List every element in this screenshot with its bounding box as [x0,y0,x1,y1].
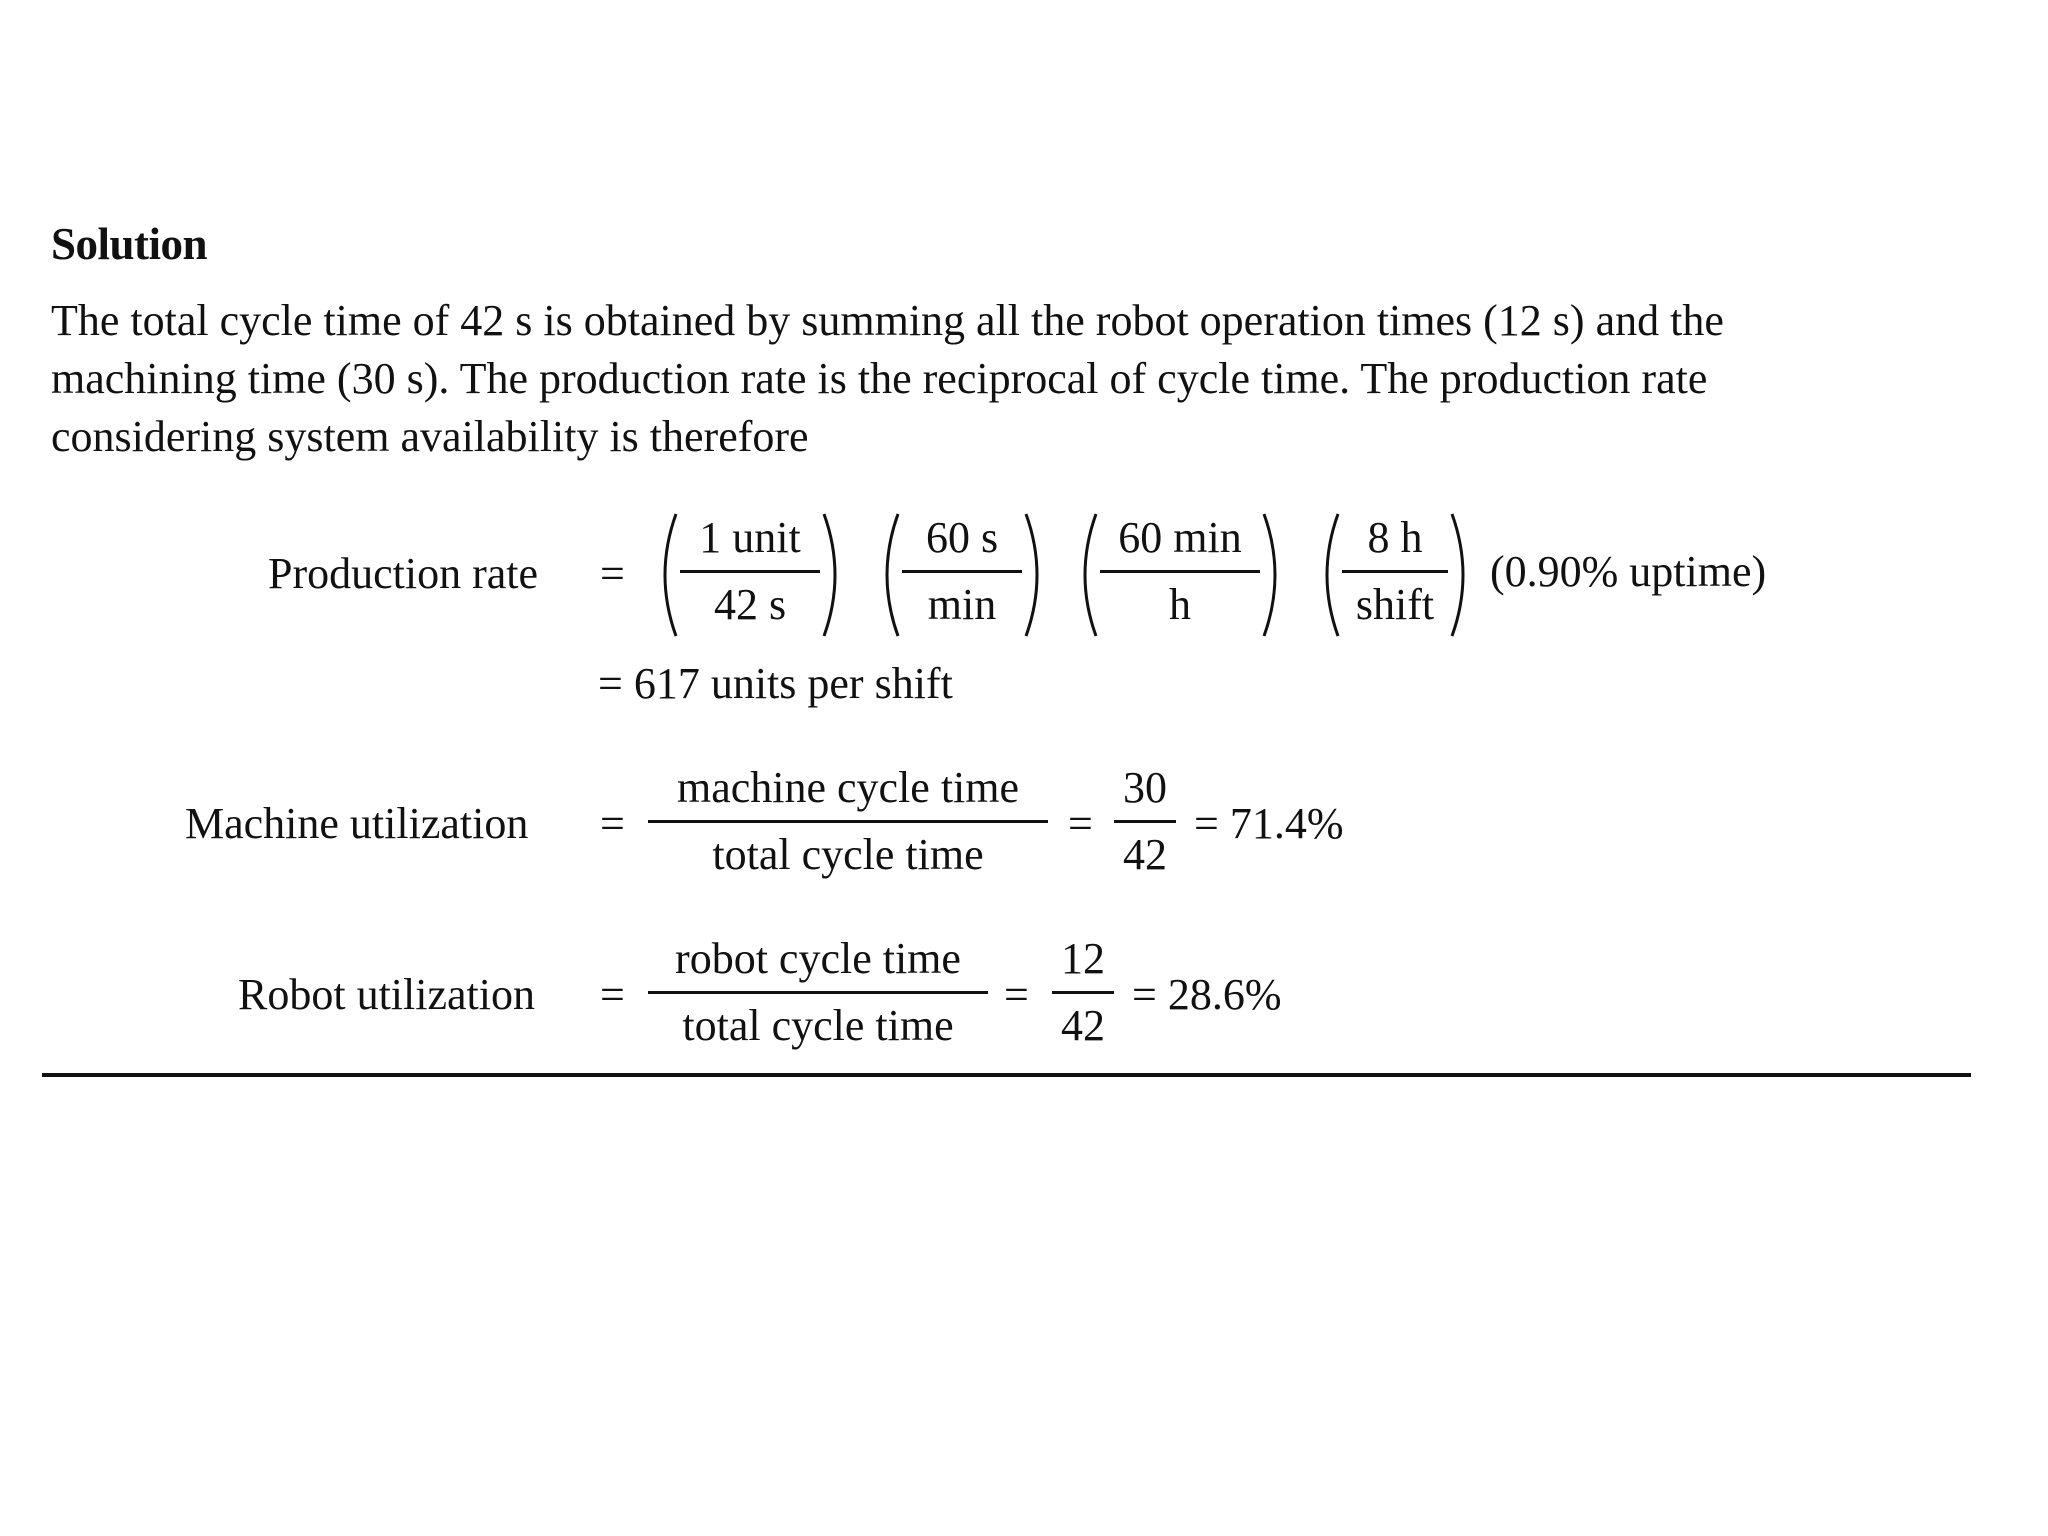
robot-utilization-equals: = [600,970,625,1019]
uptime-note: (0.90% uptime) [1490,547,1767,596]
factor-3-fraction [1100,512,1260,631]
production-rate-label: Production rate [268,549,539,598]
robot-utilization-result: = 28.6% [1132,970,1282,1019]
paragraph-line-2: machining time (30 s). The production rate is the reciprocal of cycle time. The production rate [51,354,1708,403]
left-paren-icon [650,510,680,640]
section-divider [42,1073,1971,1077]
factor-1-numerator: 1 unit [699,513,801,562]
right-paren-icon [1022,510,1052,640]
machine-utilization-equals: = [600,799,625,848]
machine-utilization-equals-2: = [1068,799,1093,848]
factor-4-fraction [1342,512,1448,631]
machine-ratio-denominator: 42 [1123,830,1167,879]
left-paren-icon [1070,510,1100,640]
robot-ratio-denominator: 42 [1061,1001,1105,1050]
right-paren-icon [1260,510,1290,640]
right-paren-icon [820,510,850,640]
factor-2-numerator: 60 s [925,513,999,562]
robot-utilization-label: Robot utilization [238,970,535,1019]
solution-paragraph [51,292,1971,466]
factor-4-numerator: 8 h [1367,513,1423,562]
machine-cycle-denominator: total cycle time [712,830,984,879]
machine-utilization-label: Machine utilization [185,799,529,848]
machine-utilization-result: = 71.4% [1194,799,1344,848]
robot-ratio-numerator: 12 [1061,934,1105,983]
robot-cycle-denominator: total cycle time [682,1001,954,1050]
factor-3-numerator: 60 min [1118,513,1242,562]
factor-2-denominator: min [927,580,997,629]
factor-1-fraction [680,512,820,631]
machine-cycle-numerator: machine cycle time [676,763,1020,812]
left-paren-icon [872,510,902,640]
right-paren-icon [1448,510,1478,640]
robot-cycle-numerator: robot cycle time [675,934,961,983]
machine-utilization-fraction [648,762,1048,881]
factor-2-fraction [902,512,1022,631]
paragraph-line-1: The total cycle time of 42 s is obtained by summing all the robot operation times (12 s) and the [51,296,1724,345]
machine-ratio-numerator: 30 [1123,763,1167,812]
factor-3-denominator: h [1169,580,1191,629]
factor-4-denominator: shift [1355,580,1435,629]
paragraph-line-3: considering system availability is therefore [51,412,809,461]
robot-utilization-ratio [1052,933,1114,1052]
robot-utilization-equals-2: = [1004,970,1029,1019]
left-paren-icon [1312,510,1342,640]
solution-heading: Solution [51,219,208,269]
robot-utilization-fraction [648,933,988,1052]
production-rate-equals: = [600,549,625,598]
factor-1-denominator: 42 s [713,580,787,629]
machine-utilization-ratio [1114,762,1176,881]
production-rate-result: = 617 units per shift [598,659,953,708]
